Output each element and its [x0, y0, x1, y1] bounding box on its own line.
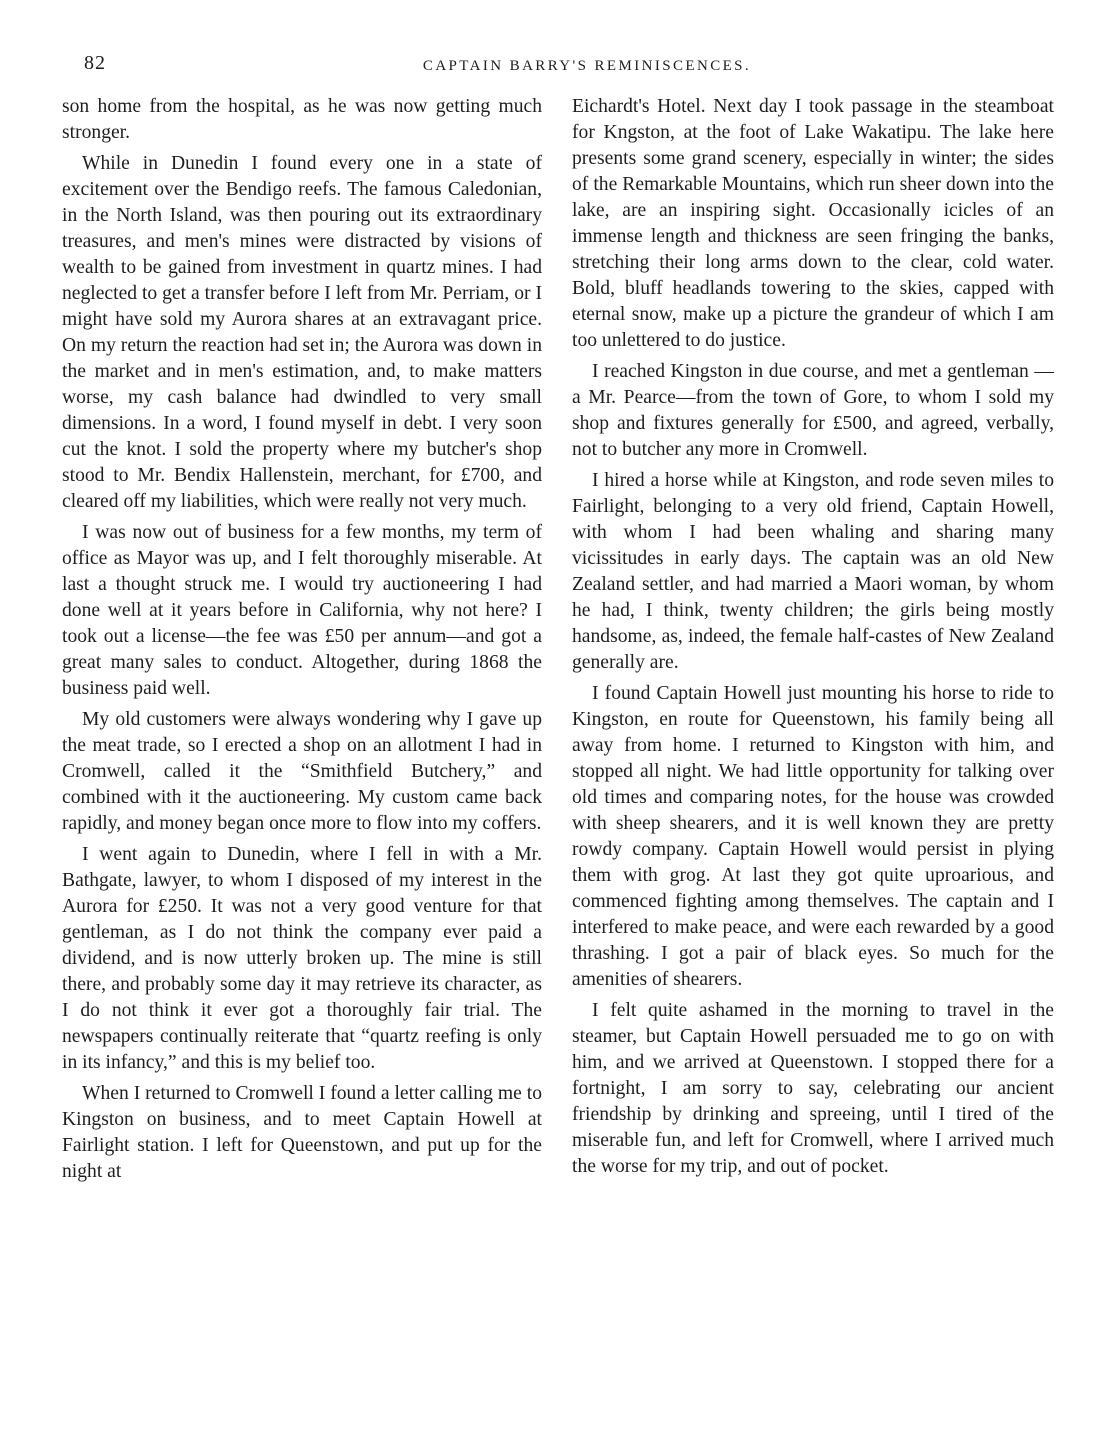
paragraph: While in Dunedin I found every one in a state of excitement over the Bendigo reefs. The famous Caledonian, in the North Island, was then pouring out its extraordinary treasures, and men's mines were distracted by visions of wealth to be gained from investment in quartz mines. I had neglected to get a transfer before I left from Mr. Perriam, or I might have sold my Aurora shares at an extravagant price. On my return the reaction had set in; the Aurora was down in the market and in men's estimation, and, to make matters worse, my cash balance had dwindled to very small dimensions. In a word, I found myself in debt. I very soon cut the knot. I sold the property where my butcher's shop stood to Mr. Bendix Hallenstein, merchant, for £700, and cleared off my liabilities, which were really not very much.: [62, 153, 542, 512]
running-head: CAPTAIN BARRY'S REMINISCENCES.: [422, 58, 752, 74]
paragraph: I found Captain Howell just mounting his horse to ride to Kingston, en route for Queenstown, his family being all away from home. I returned to Kingston with him, and stopped all night. We had little opportunity for talking over old times and comparing notes, for the house was crowded with sheep shearers, and it is well known they are pretty rowdy company. Captain Howell would persist in plying them with grog. At last they got quite uproarious, and commenced fighting among themselves. The captain and I interfered to make peace, and were each rewarded by a good thrashing. I got a pair of black eyes. So much for the amenities of shearers.: [572, 683, 1054, 990]
paragraph: I felt quite ashamed in the morning to travel in the steamer, but Captain Howell persuaded me to go on with him, and we arrived at Queenstown. I stopped there for a fortnight, I am sorry to say, celebrating our ancient friendship by drinking and spreeing, until I tired of the miserable fun, and left for Cromwell, where I arrived much the worse for my trip, and out of pocket.: [572, 1000, 1054, 1177]
paragraph: I hired a horse while at Kingston, and rode seven miles to Fairlight, belonging to a very old friend, Captain Howell, with whom I had been whaling and sharing many vicissitudes in early days. The captain was an old New Zealand settler, and had married a Maori woman, by whom he had, I think, twenty children; the girls being mostly handsome, as, indeed, the female half-castes of New Zealand generally are.: [572, 470, 1054, 673]
paragraph: I went again to Dunedin, where I fell in with a Mr. Bathgate, lawyer, to whom I disposed of my interest in the Aurora for £250. It was not a very good venture for that gentleman, as I do not think the company ever paid a dividend, and is now utterly broken up. The mine is still there, and probably some day it may retrieve its character, as I do not think it ever got a thoroughly fair trial. The newspapers continually reiterate that “quartz reefing is only in its infancy,” and this is my belief too.: [62, 844, 542, 1073]
paragraph: When I returned to Cromwell I found a letter calling me to Kingston on business, and to meet Captain Howell at Fairlight station. I left for Queenstown, and put up for the night at: [62, 1083, 542, 1182]
paragraph: son home from the hospital, as he was now getting much stronger.: [62, 96, 542, 143]
right-column: [572, 94, 1054, 1185]
paragraph: My old customers were always wondering why I gave up the meat trade, so I erected a shop on an allotment I had in Cromwell, called it the “Smithfield Butchery,” and combined with it the auctioneering. My custom came back rapidly, and money began once more to flow into my coffers.: [62, 709, 542, 834]
page-number: 82: [84, 52, 106, 74]
paragraph: I was now out of business for a few months, my term of office as Mayor was up, and I felt thoroughly miserable. At last a thought struck me. I would try auctioneering I had done well at it years before in California, why not here? I took out a license—the fee was £50 per annum—and got a great many sales to conduct. Altogether, during 1868 the business paid well.: [62, 522, 542, 699]
paragraph: I reached Kingston in due course, and met a gentleman —a Mr. Pearce—from the town of Gore, to whom I sold my shop and fixtures generally for £500, and agreed, verbally, not to butcher any more in Cromwell.: [572, 361, 1054, 460]
left-column: [62, 94, 542, 1190]
paragraph: Eichardt's Hotel. Next day I took passage in the steamboat for Kngston, at the foot of Lake Wakatipu. The lake here presents some grand scenery, especially in winter; the sides of the Remarkable Mountains, which run sheer down into the lake, are an inspiring sight. Occasionally icicles of an immense length and thickness are seen fringing the banks, stretching their long arms down to the clear, cold water. Bold, bluff headlands towering to the skies, capped with eternal snow, make up a picture the grandeur of which I am too unlettered to do justice.: [572, 96, 1054, 351]
